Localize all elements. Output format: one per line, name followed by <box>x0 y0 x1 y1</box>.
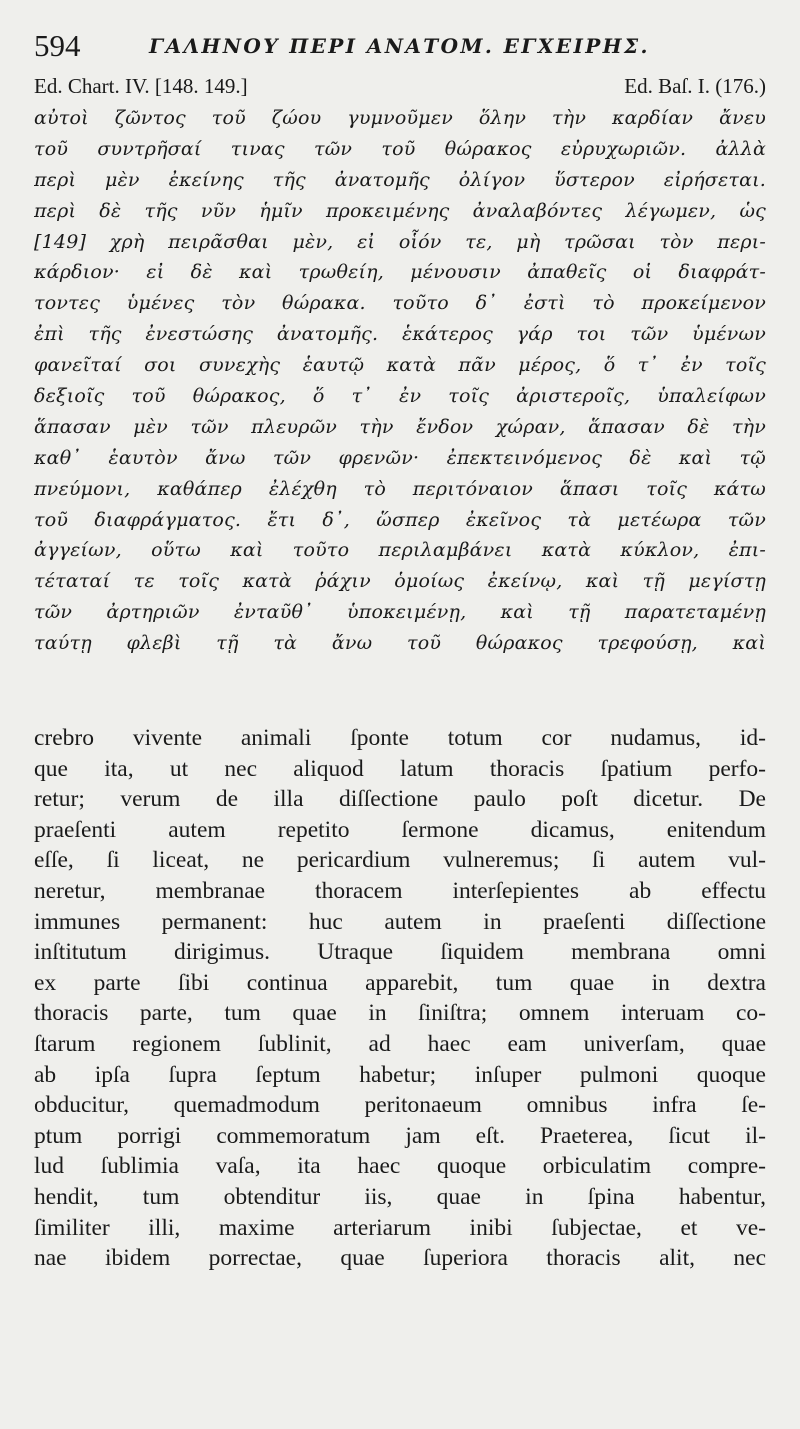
latin-text-line: ſtarum regionem ſublinit, ad haec eam univerſam, quae <box>34 1030 766 1057</box>
greek-text-line: ἅπασαν μὲν τῶν πλευρῶν τὴν ἔνδον χώραν, ἅπασαν δὲ τὴν <box>34 415 766 438</box>
greek-text-line: ἀγγείων, οὕτω καὶ τοῦτο περιλαμβάνει κατὰ κύκλον, ἐπι- <box>34 539 766 562</box>
greek-text-line: κάρδιον· εἰ δὲ καὶ τρωθείη, μένουσιν ἀπαθεῖς οἱ διαφράτ- <box>34 261 766 284</box>
greek-text-line: [149] χρὴ πειρᾶσθαι μὲν, εἰ οἷόν τε, μὴ τρῶσαι τὸν περι- <box>34 230 766 253</box>
edition-reference-chartier: Ed. Chart. IV. [148. 149.] <box>34 74 248 98</box>
greek-text-line: πνεύμονι, καθάπερ ἐλέχθη τὸ περιτόναιον ἅπασι τοῖς κάτω <box>34 477 766 500</box>
greek-text-line: δεξιοῖς τοῦ θώρακος, ὅ τ᾽ ἐν τοῖς ἀριστεροῖς, ὑπαλείφων <box>34 385 766 408</box>
greek-text-line: τέταταί τε τοῖς κατὰ ῥάχιν ὁμοίως ἐκείνῳ, καὶ τῇ μεγίστῃ <box>34 570 766 593</box>
latin-text-line: immunes permanent: huc autem in praeſenti diſſectione <box>34 908 766 935</box>
latin-text-line: ex parte ſibi continua apparebit, tum quae in dextra <box>34 969 766 996</box>
running-title: ΓΑΛΗΝΟΥ ΠΕΡΙ ΑΝΑΤΟΜ. ΕΓΧΕΙΡΗΣ. <box>149 34 650 58</box>
latin-text-block <box>34 723 766 1274</box>
latin-text-line: ab ipſa ſupra ſeptum habetur; inſuper pulmoni quoque <box>34 1061 766 1088</box>
latin-text-line: praeſenti autem repetito ſermone dicamus, enitendum <box>34 816 766 843</box>
latin-text-line: lud ſublimia vaſa, ita haec quoque orbiculatim compre- <box>34 1153 766 1180</box>
greek-text-line: τῶν ἀρτηριῶν ἐνταῦθ᾽ ὑποκειμένῃ, καὶ τῇ παρατεταμένῃ <box>34 601 766 624</box>
greek-text-line: τοῦ διαφράγματος. ἔτι δ᾽, ὥσπερ ἐκεῖνος τὰ μετέωρα τῶν <box>34 508 766 531</box>
greek-text-line: φανεῖταί σοι συνεχὴς ἑαυτῷ κατὰ πᾶν μέρος, ὅ τ᾽ ἐν τοῖς <box>34 354 766 377</box>
edition-reference-line <box>34 70 766 102</box>
latin-text-line: nae ibidem porrectae, quae ſuperiora thoracis alit, nec <box>34 1245 766 1272</box>
greek-text-line: ταύτῃ φλεβὶ τῇ τὰ ἄνω τοῦ θώρακος τρεφούσῃ, καὶ <box>34 632 766 655</box>
greek-text-line: καθ᾽ ἑαυτὸν ἄνω τῶν φρενῶν· ἐπεκτεινόμενος δὲ καὶ τῷ <box>34 446 766 469</box>
greek-text-line: περὶ μὲν ἐκείνης τῆς ἀνατομῆς ὀλίγον ὕστερον εἰρήσεται. <box>34 168 766 191</box>
latin-text-line: crebro vivente animali ſponte totum cor nudamus, id- <box>34 725 766 752</box>
latin-text-line: thoracis parte, tum quae in ſiniſtra; omnem interuam co- <box>34 1000 766 1027</box>
greek-text-block <box>34 103 766 659</box>
greek-text-line: τοντες ὑμένες τὸν θώρακα. τοῦτο δ᾽ ἐστὶ τὸ προκείμενον <box>34 292 766 315</box>
edition-reference-basel: Ed. Baſ. I. (176.) <box>624 74 766 98</box>
latin-text-line: retur; verum de illa diſſectione paulo poſt dicetur. De <box>34 786 766 813</box>
latin-text-line: eſſe, ſi liceat, ne pericardium vulneremus; ſi autem vul- <box>34 847 766 874</box>
greek-text-line: ἐπὶ τῆς ἐνεστώσης ἀνατομῆς. ἑκάτερος γάρ τοι τῶν ὑμένων <box>34 323 766 346</box>
latin-text-line: ptum porrigi commemoratum jam eſt. Praeterea, ſicut il- <box>34 1122 766 1149</box>
greek-text-line: τοῦ συντρῆσαί τινας τῶν τοῦ θώρακος εὐρυχωριῶν. ἀλλὰ <box>34 137 766 160</box>
greek-text-line: αὐτοὶ ζῶντος τοῦ ζώου γυμνοῦμεν ὅλην τὴν καρδίαν ἄνευ <box>34 107 766 129</box>
latin-text-line: hendit, tum obtenditur iis, quae in ſpina habentur, <box>34 1183 766 1210</box>
latin-text-line: neretur, membranae thoracem interſepientes ab effectu <box>34 878 766 904</box>
page-number: 594 <box>34 28 81 63</box>
greek-text-line: περὶ δὲ τῆς νῦν ἡμῖν προκειμένης ἀναλαβόντες λέγωμεν, ὡς <box>34 199 766 222</box>
latin-text-line: obducitur, quemadmodum peritonaeum omnibus infra ſe- <box>34 1092 766 1119</box>
page-header <box>34 26 766 70</box>
latin-text-line: que ita, ut nec aliquod latum thoracis ſpatium perfo- <box>34 755 766 782</box>
latin-text-line: inſtitutum dirigimus. Utraque ſiquidem membrana omni <box>34 939 766 966</box>
section-gap <box>34 659 766 723</box>
latin-text-line: ſimiliter illi, maxime arteriarum inibi ſubjectae, et ve- <box>34 1214 766 1241</box>
